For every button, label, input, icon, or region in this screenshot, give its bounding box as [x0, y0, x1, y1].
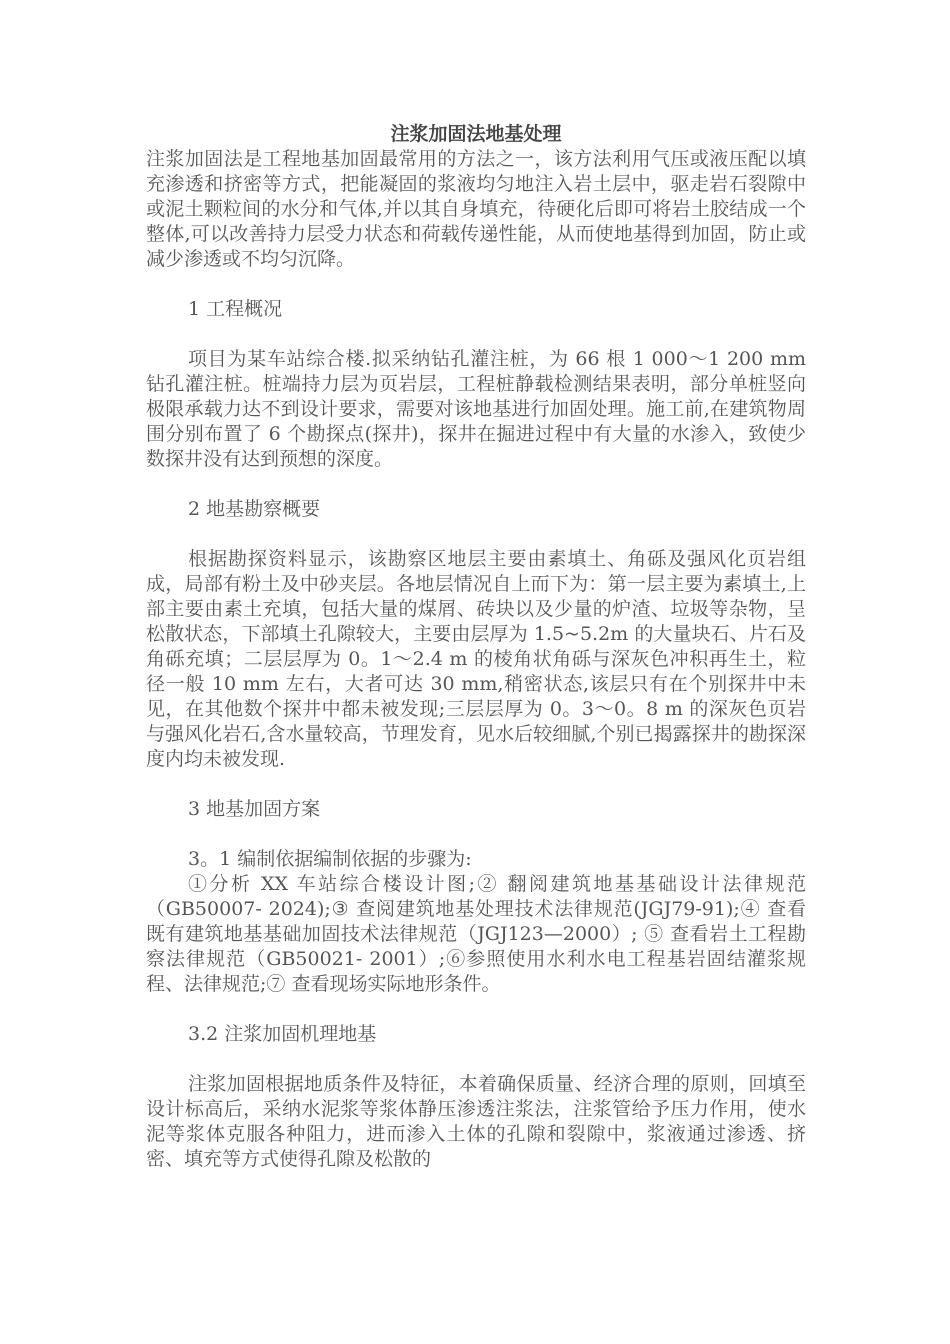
intro-paragraph: 注浆加固法是工程地基加固最常用的方法之一，该方法利用气压或液压配以填充渗透和挤密等方式，把能凝固的浆液均匀地注入岩土层中，驱走岩石裂隙中或泥土颗粒间的水分和气体,并以其自身填充，待硬化后即可将岩土胶结成一个整体,可以改善持力层受力状态和荷载传递性能，从而使地基得到加固，防止或减少渗透或不均匀沉降。 — [146, 148, 806, 270]
section-3-2-heading: 3.2 注浆加固机理地基 — [188, 1023, 377, 1045]
section-1-paragraph: 项目为某车站综合楼.拟采纳钻孔灌注桩，为 66 根 1 000～1 200 mm 钻孔灌注桩。桩端持力层为页岩层，工程桩静载检测结果表明，部分单桩竖向极限承载力达不到设计要求，需要对该地基进行加固处理。施工前,在建筑物周围分别布置了 6 个勘探点(探井)，探井在掘进过程中有大量的水渗入，致使少数探井没有达到预想的深度。 — [146, 348, 806, 470]
section-1-heading: 1 工程概况 — [188, 298, 283, 320]
section-3-1-paragraph: ①分析 XX 车站综合楼设计图;② 翻阅建筑地基基础设计法律规范（GB50007- 2024);③ 查阅建筑地基处理技术法律规范(JGJ79-91);④ 查看既有建筑地基基础加固技术法律规范（JGJ123—2000）; ⑤ 查看岩土工程勘察法律规范（GB50021- 2001）;⑥参照使用水利水电工程基岩固结灌浆规程、法律规范;⑦ 查看现场实际地形条件。 — [146, 873, 806, 995]
section-3-heading: 3 地基加固方案 — [188, 798, 321, 820]
section-2-paragraph: 根据勘探资料显示，该勘察区地层主要由素填土、角砾及强风化页岩组成，局部有粉土及中砂夹层。各地层情况自上而下为：第一层主要为素填土,上部主要由素土充填，包括大量的煤屑、砖块以及少量的炉渣、垃圾等杂物，呈松散状态，下部填土孔隙较大，主要由层厚为 1.5~5.2m 的大量块石、片石及角砾充填；二层层厚为 0。1～2.4 m 的棱角状角砾与深灰色冲积再生土，粒径一般 10 mm 左右，大者可达 30 mm,稍密状态,该层只有在个别探井中未见，在其他数个探井中都未被发现;三层层厚为 0。3～0。8 m 的深灰色页岩与强风化岩石,含水量较高，节理发育，见水后较细腻,个别已揭露探井的勘探深度内均未被发现. — [146, 548, 806, 770]
section-3-1-heading: 3。1 编制依据编制依据的步骤为: — [188, 848, 472, 870]
section-3-2-paragraph: 注浆加固根据地质条件及特征，本着确保质量、经济合理的原则，回填至设计标高后，采纳水泥浆等浆体静压渗透注浆法，注浆管给予压力作用，使水泥等浆体克服各种阻力，进而渗入土体的孔隙和裂隙中，浆液通过渗透、挤密、填充等方式使得孔隙及松散的 — [146, 1073, 806, 1170]
document-title: 注浆加固法地基处理 — [390, 123, 562, 145]
section-2-heading: 2 地基勘察概要 — [188, 498, 321, 520]
document-page — [146, 122, 806, 1172]
